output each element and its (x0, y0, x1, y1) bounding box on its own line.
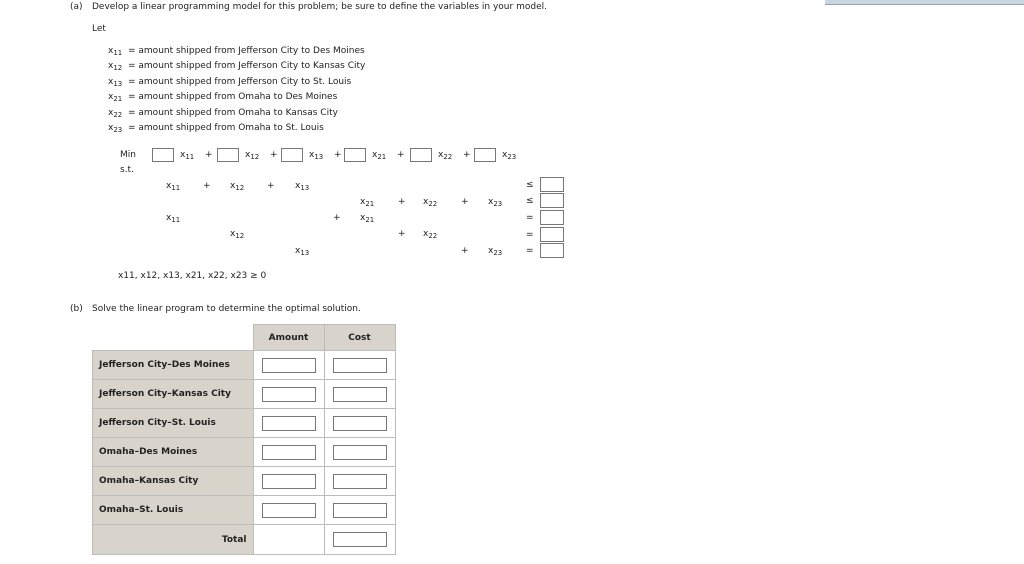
cost-input[interactable] (333, 445, 387, 460)
definition-variable: $x_{21}$ (108, 92, 123, 104)
header-amount: Amount (253, 325, 324, 351)
corner-cell (93, 325, 254, 351)
objective-coefficient-input[interactable] (281, 148, 303, 162)
objective-variable: $x_{22}$ (438, 150, 453, 161)
objective-variable: $x_{12}$ (245, 150, 260, 161)
route-label: Jefferson City–Kansas City (93, 380, 254, 409)
constraint-variable: $x_{22}$ (423, 197, 438, 208)
cost-input[interactable] (333, 358, 387, 373)
amount-cell (253, 496, 324, 525)
constraint-variable: $x_{12}$ (230, 181, 245, 192)
cost-cell (324, 496, 395, 525)
definition-text: = amount shipped from Jefferson City to Kansas City (128, 61, 366, 72)
let-label: Let (92, 24, 106, 34)
objective-variable: $x_{11}$ (180, 150, 195, 161)
constraint-variable: $x_{11}$ (166, 181, 181, 192)
constraint-rhs-input[interactable] (540, 227, 564, 242)
constraint-operator: = (526, 230, 534, 240)
plus-sign: + (270, 150, 278, 160)
constraint-variable: $x_{11}$ (166, 213, 181, 224)
amount-input[interactable] (262, 474, 316, 489)
plus-sign: + (333, 213, 341, 223)
definition-variable: $x_{13}$ (108, 76, 123, 88)
plus-sign: + (334, 150, 342, 160)
amount-cell (253, 380, 324, 409)
constraint-variable: $x_{12}$ (230, 229, 245, 240)
plus-sign: + (397, 150, 405, 160)
constraint-rhs-input[interactable] (540, 210, 564, 225)
amount-cell (253, 409, 324, 438)
amount-input[interactable] (262, 503, 316, 518)
table-row (93, 351, 396, 380)
total-row (93, 525, 396, 555)
total-label: Total (93, 525, 254, 555)
definition-text: = amount shipped from Jefferson City to Des Moines (128, 46, 365, 56)
amount-input[interactable] (262, 416, 316, 431)
constraint-rhs-input[interactable] (540, 193, 564, 208)
total-cost-input[interactable] (333, 532, 387, 547)
cost-cell (324, 467, 395, 496)
plus-sign: + (267, 181, 275, 191)
definition-text: = amount shipped from Omaha to Des Moines (128, 92, 338, 103)
objective-coefficient-input[interactable] (344, 148, 366, 162)
solution-table (92, 324, 396, 555)
route-label: Omaha–St. Louis (93, 496, 254, 525)
header-cost: Cost (324, 325, 395, 351)
constraint-operator: = (526, 246, 534, 256)
amount-cell (253, 438, 324, 467)
definition-text: = amount shipped from Jefferson City to St. Louis (128, 76, 352, 87)
plus-sign: + (461, 197, 469, 207)
min-label: Min (120, 150, 136, 160)
st-label: s.t. (120, 165, 134, 175)
part-a-label: (a) (70, 2, 83, 12)
constraint-variable: $x_{21}$ (360, 213, 375, 224)
constraint-variable: $x_{22}$ (423, 229, 438, 240)
nonnegativity: x11, x12, x13, x21, x22, x23 ≥ 0 (118, 271, 267, 281)
definition-text: = amount shipped from Omaha to St. Louis (128, 123, 324, 133)
definition-variable: $x_{22}$ (108, 107, 123, 119)
amount-input[interactable] (262, 387, 316, 402)
constraint-variable: $x_{23}$ (488, 246, 503, 257)
constraint-variable: $x_{13}$ (295, 181, 310, 192)
plus-sign: + (398, 197, 406, 207)
definition-text: = amount shipped from Omaha to Kansas City (128, 107, 338, 118)
cost-cell (324, 380, 395, 409)
objective-variable: $x_{23}$ (502, 150, 517, 161)
cost-cell (324, 351, 395, 380)
plus-sign: + (205, 150, 213, 160)
amount-input[interactable] (262, 445, 316, 460)
part-a-question: Develop a linear programming model for this problem; be sure to define the variables in your model. (92, 2, 547, 12)
plus-sign: + (463, 150, 471, 160)
table-row (93, 409, 396, 438)
cost-input[interactable] (333, 503, 387, 518)
plus-sign: + (203, 181, 211, 191)
route-label: Jefferson City–St. Louis (93, 409, 254, 438)
total-amount-blank (253, 525, 324, 555)
definition-variable: $x_{12}$ (108, 61, 123, 73)
objective-coefficient-input[interactable] (152, 148, 174, 162)
objective-coefficient-input[interactable] (410, 148, 432, 162)
amount-input[interactable] (262, 358, 316, 373)
table-row (93, 380, 396, 409)
constraint-operator: = (526, 213, 534, 223)
constraint-rhs-input[interactable] (540, 243, 564, 258)
objective-variable: $x_{21}$ (372, 150, 387, 161)
table-row (93, 438, 396, 467)
constraint-variable: $x_{13}$ (295, 246, 310, 257)
objective-coefficient-input[interactable] (474, 148, 496, 162)
plus-sign: + (398, 229, 406, 239)
constraint-variable: $x_{23}$ (488, 197, 503, 208)
route-label: Omaha–Des Moines (93, 438, 254, 467)
constraint-variable: $x_{21}$ (360, 197, 375, 208)
cost-cell (324, 409, 395, 438)
route-label: Omaha–Kansas City (93, 467, 254, 496)
part-b-label: (b) (70, 304, 83, 314)
window-scrollbar[interactable] (825, 0, 1024, 5)
constraint-operator: ≤ (526, 180, 534, 190)
objective-variable: $x_{13}$ (309, 150, 324, 161)
amount-cell (253, 467, 324, 496)
total-cost-cell (324, 525, 395, 555)
constraint-operator: ≤ (526, 196, 534, 206)
table-row (93, 467, 396, 496)
table-row (93, 496, 396, 525)
cost-input[interactable] (333, 387, 387, 402)
cost-cell (324, 438, 395, 467)
objective-coefficient-input[interactable] (217, 148, 239, 162)
constraint-rhs-input[interactable] (540, 177, 564, 192)
cost-input[interactable] (333, 474, 387, 489)
definition-variable: $x_{23}$ (108, 123, 123, 134)
cost-input[interactable] (333, 416, 387, 431)
definition-variable: $x_{11}$ (108, 46, 123, 57)
route-label: Jefferson City–Des Moines (93, 351, 254, 380)
part-b-question: Solve the linear program to determine the optimal solution. (92, 304, 361, 314)
amount-cell (253, 351, 324, 380)
plus-sign: + (461, 246, 469, 256)
